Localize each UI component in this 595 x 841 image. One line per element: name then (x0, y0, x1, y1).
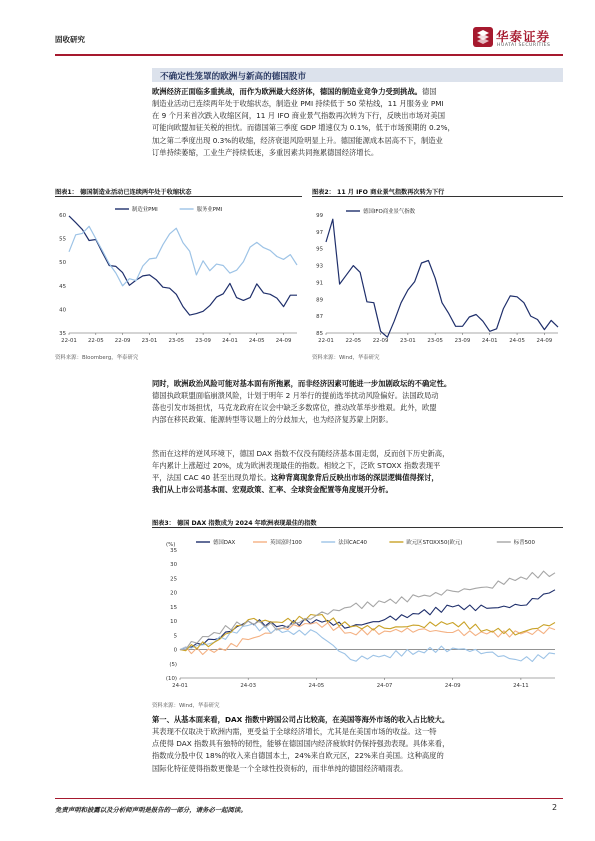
paragraph-line (152, 378, 563, 390)
figure-2-label: 图表2： 11 月 IFO 商业景气指数再次转为下行 (312, 189, 445, 196)
x-tick-label: 22-09 (372, 338, 389, 344)
y-tick-label: 35 (170, 548, 177, 554)
paragraph-line: 点使得 DAX 指数具有独特的韧性，能够在德国国内经济疲软时仍保持强劲表现。具体来看， (152, 739, 450, 749)
x-tick-label: 24-05 (308, 683, 325, 689)
figure-3-rule (152, 527, 563, 528)
x-tick-label: 23-09 (454, 338, 471, 344)
x-tick-label: 22-05 (87, 338, 104, 344)
y-tick-label: 95 (316, 246, 323, 253)
figure-1-label: 图表1： 德国制造业活动已连续两年处于收缩状态 (55, 189, 192, 196)
footer-disclaimer: 免责声明和披露以及分析师声明是报告的一部分，请务必一起阅读。 (55, 806, 247, 814)
x-tick-label: 24-03 (240, 683, 257, 689)
y-tick-label: 35 (59, 331, 66, 337)
y-tick-label: 0 (173, 647, 177, 654)
paragraph-line: 年内累计上涨超过 20%，成为欧洲表现最佳的指数。相较之下，泛欧 STOXX 指数表现平 (152, 461, 441, 471)
legend-label: 德国IFO商业景气指数 (363, 209, 416, 215)
series-line (69, 216, 297, 315)
y-tick-label: 50 (59, 260, 66, 267)
x-tick-label: 24-01 (172, 683, 188, 689)
y-tick-label: 10 (170, 619, 177, 626)
legend-label: 制造业PMI (132, 207, 158, 213)
x-tick-label: 24-09 (536, 338, 553, 344)
y-axis-label: (%) (166, 542, 176, 548)
y-tick-label: 85 (316, 331, 323, 337)
y-tick-label: 40 (59, 307, 66, 314)
x-tick-label: 24-09 (444, 683, 461, 689)
footer-rule (55, 798, 563, 799)
figure-3-label: 图表3： 德国 DAX 指数成为 2024 年欧洲表现最佳的指数 (152, 520, 317, 527)
y-tick-label: (5) (169, 661, 177, 668)
x-tick-label: 23-01 (400, 338, 416, 344)
brand-name-cn: 华泰证券 (496, 29, 551, 44)
paragraph-fundamentals (152, 714, 563, 775)
paragraph-politics (152, 378, 563, 427)
legend-label: 法国CAC40 (338, 540, 367, 546)
legend-label: 德国DAX (213, 540, 236, 546)
figure-1-rule (55, 196, 302, 197)
paragraph-line: 平，法国 CAC 40 甚至出现负增长。这种背离现象背后反映出市场的深层逻辑值得探讨， (152, 473, 439, 483)
paragraph-line: 内部在移民政策、能源转型等议题上的分歧加大，也为经济复苏蒙上阴影。 (152, 415, 393, 425)
figure-2-rule (312, 196, 563, 197)
huatai-logo (472, 26, 562, 56)
figure-3-chart (152, 530, 563, 698)
paragraph-line: 订单持续萎缩，工业生产持续低迷，多重因素共同拖累德国经济增长。 (152, 147, 379, 157)
x-tick-label: 22-01 (61, 338, 77, 344)
paragraph-line: 德国执政联盟面临崩溃风险，计划于明年 2 月举行的提前选举扰动风险偏好。法国政局动 (152, 391, 439, 401)
x-tick-label: 24-09 (275, 338, 292, 344)
paragraph-line: 然而在这样的逆风环境下，德国 DAX 指数不仅没有随经济基本面走弱，反而创下历史新高， (152, 449, 450, 458)
y-tick-label: 99 (316, 213, 323, 219)
figure-1-chart (55, 199, 303, 349)
x-tick-label: 24-11 (513, 683, 529, 689)
y-tick-label: 60 (59, 213, 66, 219)
paragraph-line: 加之第二季度出现 0.3%的收缩，经济衰退风险明显上升。德国能源成本居高不下，制造业 (152, 135, 443, 145)
series-line (180, 590, 555, 650)
y-tick-label: 91 (316, 280, 323, 287)
y-tick-label: 20 (170, 590, 177, 597)
x-tick-label: 22-05 (345, 338, 362, 344)
paragraph-bold-line: 我们从上市公司基本面、宏观政策、汇率、全球资金配置等角度展开分析。 (152, 485, 393, 495)
series-line (180, 571, 555, 650)
figure-3-source: 资料来源：Wind，华泰研究 (152, 703, 220, 709)
x-tick-label: 23-09 (195, 338, 211, 344)
x-tick-label: 22-01 (318, 338, 334, 344)
paragraph-economy (152, 86, 563, 159)
y-tick-label: 25 (170, 576, 177, 583)
x-tick-label: 24-01 (481, 338, 498, 344)
y-tick-label: 55 (59, 236, 66, 243)
paragraph-line (152, 714, 563, 726)
huatai-logo-icon (472, 26, 494, 48)
paragraph-line: 在 9 个月来首次跌入收缩区间，11 月 IFO 商业景气指数再次转为下行，反映出市场对美国 (152, 111, 446, 121)
legend-label: 服务业PMI (196, 207, 223, 213)
section-title: 不确定性笼罩的欧洲与新高的德国股市 (160, 71, 307, 82)
y-tick-label: (10) (165, 676, 177, 682)
y-tick-label: 93 (316, 263, 323, 270)
paragraph-line: 其表现不仅取决于欧洲内需，更受益于全球经济增长，尤其是在美国市场的收益。这一特 (152, 727, 437, 737)
header-rule (55, 54, 563, 56)
y-tick-label: 89 (316, 297, 323, 304)
x-tick-label: 23-05 (427, 338, 444, 344)
y-tick-label: 15 (170, 604, 177, 611)
brand-name-en: HUATAI SECURITIES (497, 43, 551, 48)
x-tick-label: 22-09 (114, 338, 131, 344)
figure-2-chart (312, 199, 563, 349)
paragraph-dax-high (152, 448, 563, 497)
y-tick-label: 87 (316, 314, 323, 321)
x-tick-label: 24-07 (376, 683, 393, 689)
x-tick-label: 24-01 (222, 338, 238, 344)
x-tick-label: 23-05 (168, 338, 185, 344)
paragraph-line: 制造业活动已连续两年处于收缩状态，制造业 PMI 持续低于 50 荣枯线，11 月服务业 PMI (152, 99, 444, 109)
paragraph-lead: 同时，欧洲政治风险可能对基本面有所拖累，而非经济因素可能进一步加剧政坛的不确定性。 (152, 379, 452, 388)
legend-label: 标普500 (513, 540, 535, 546)
paragraph-lead: 欧洲经济正面临多重挑战，而作为欧洲最大经济体，德国的制造业竞争力受到挑战。 (152, 87, 422, 96)
paragraph-line (152, 484, 563, 496)
page-number: 2 (552, 803, 558, 812)
y-tick-label: 30 (170, 562, 177, 569)
series-line (326, 219, 558, 337)
paragraph-line: 指数成分股中仅 18%的收入来自德国本土，24%来自欧元区，22%来自美国。这种高度的 (152, 751, 444, 761)
paragraph-line: 国际化特征使得指数更像是一个全球性投资标的，而非单纯的德国经济晴雨表。 (152, 763, 408, 773)
x-tick-label: 24-05 (509, 338, 525, 344)
figure-2-source: 资料来源：Wind，华泰研究 (312, 355, 380, 361)
legend-label: 英国富时100 (270, 540, 302, 546)
x-tick-label: 23-01 (141, 338, 158, 344)
header-section-label: 固收研究 (55, 35, 85, 44)
y-tick-label: 45 (59, 283, 66, 290)
paragraph-line: 荡也引发市场担忧，马克龙政府在议会中缺乏多数席位，推动改革举步维艰。此外，欧盟 (152, 403, 437, 413)
y-tick-label: 5 (173, 633, 177, 640)
paragraph-bold-tail: 这种背离现象背后反映出市场的深层逻辑值得探讨， (270, 473, 439, 483)
figure-1-source: 资料来源：Bloomberg，华泰研究 (55, 355, 139, 361)
paragraph-lead: 第一、从基本面来看，DAX 指数中跨国公司占比较高，在美国等海外市场的收入占比较大。 (152, 715, 450, 724)
series-line (69, 226, 297, 285)
legend-label: 欧元区STOXX50(欧元) (406, 540, 463, 546)
y-tick-label: 97 (316, 229, 323, 236)
x-tick-label: 24-05 (248, 338, 265, 344)
paragraph-line: 可能向欧盟加征关税的担忧。而德国第三季度 GDP 增速仅为 0.1%，低于市场预期的 0.2%， (152, 123, 455, 133)
paragraph-line: 欧洲经济正面临多重挑战，而作为欧洲最大经济体，德国的制造业竞争力受到挑战。德国 (152, 87, 437, 96)
